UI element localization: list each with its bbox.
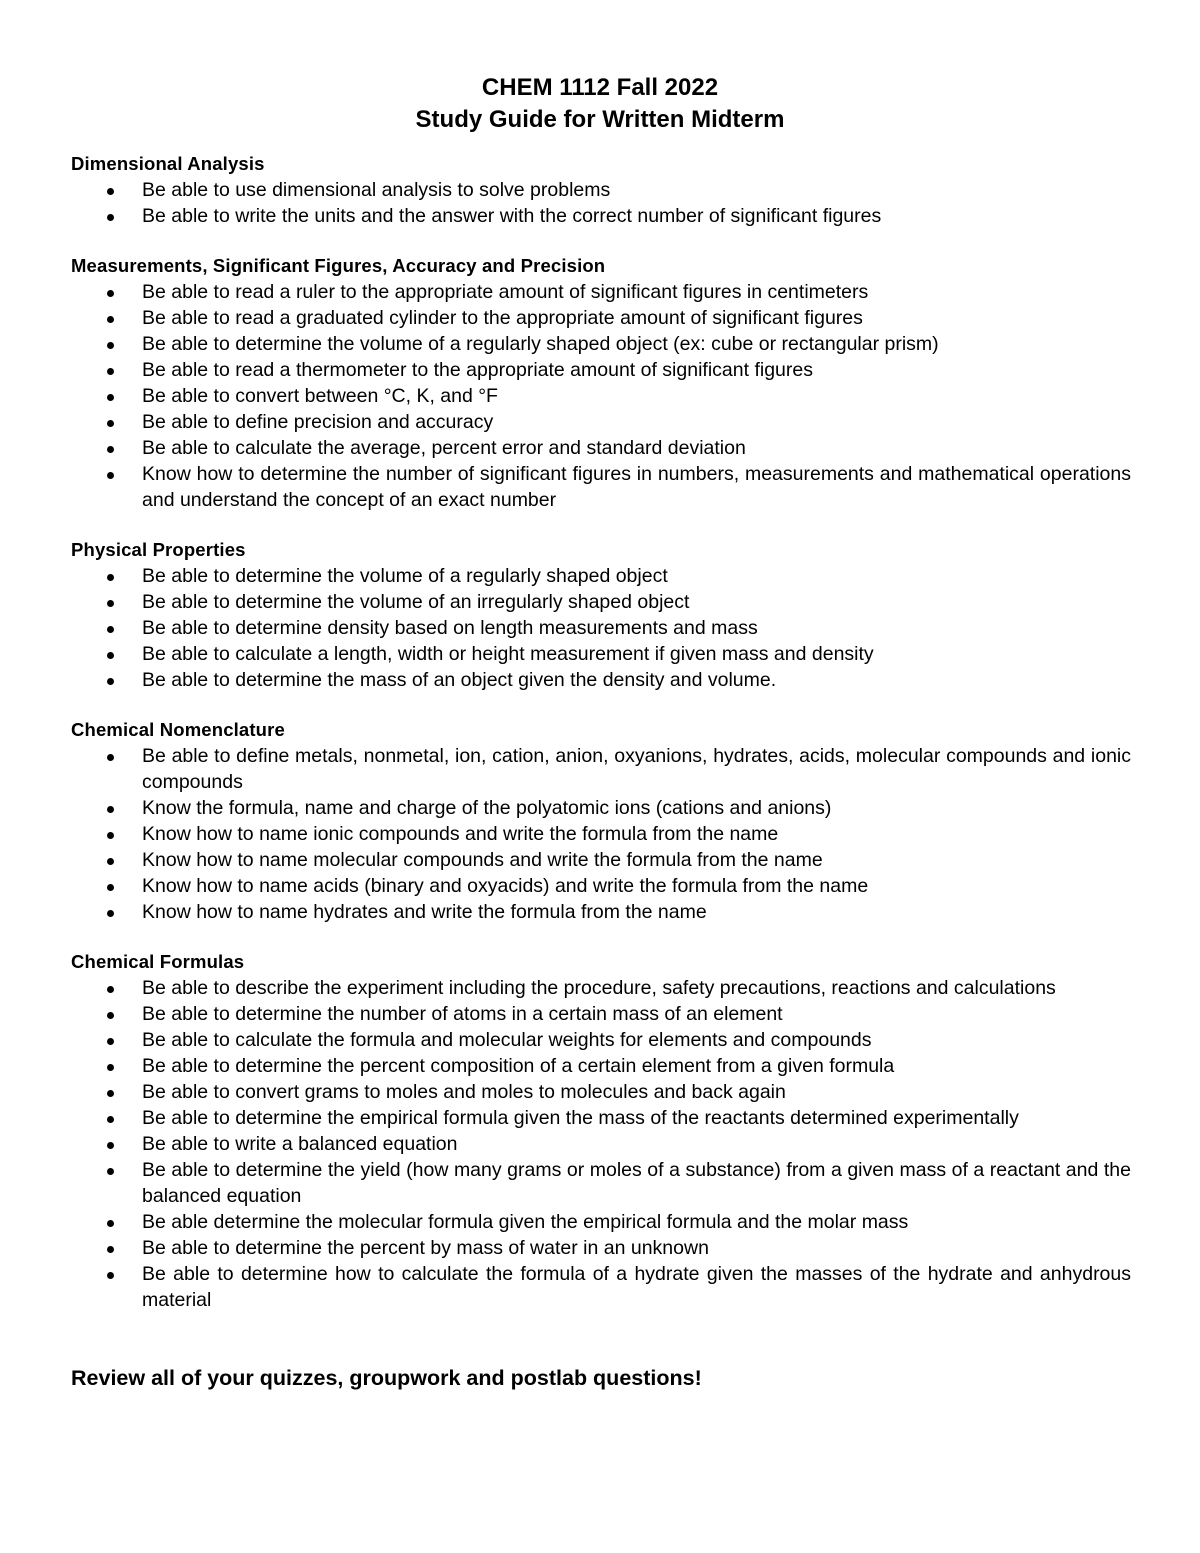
bullet-icon — [107, 1246, 114, 1253]
bullet-icon — [107, 1116, 114, 1123]
section-heading: Chemical Formulas — [71, 951, 245, 972]
list-item-text: Be able to determine the mass of an object given the density and volume. — [142, 669, 777, 691]
list-item — [71, 847, 1131, 873]
list-item — [71, 1131, 1131, 1157]
bullet-icon — [107, 600, 114, 607]
list-item — [71, 203, 1131, 229]
bullet-icon — [107, 472, 114, 479]
list-item — [71, 743, 1131, 795]
list-item-text: Be able to calculate a length, width or height measurement if given mass and density — [142, 643, 874, 665]
list-item-text: Be able to calculate the formula and molecular weights for elements and compounds — [142, 1029, 872, 1051]
list-item — [71, 305, 1131, 331]
bullet-icon — [107, 1064, 114, 1071]
document-subtitle: Study Guide for Written Midterm — [415, 106, 785, 133]
bullet-icon — [107, 1168, 114, 1175]
list-item-text: Be able to determine the empirical formula given the mass of the reactants determined experimentally — [142, 1107, 1019, 1129]
list-item-text: Be able determine the molecular formula given the empirical formula and the molar mass — [142, 1211, 909, 1233]
list-item — [71, 1027, 1131, 1053]
list-item-text: Be able to determine the number of atoms in a certain mass of an element — [142, 1003, 783, 1025]
list-item — [71, 899, 1131, 925]
list-item-text: Be able to determine the volume of a regularly shaped object — [142, 565, 668, 587]
bullet-icon — [107, 1272, 114, 1279]
bullet-icon — [107, 1142, 114, 1149]
list-item — [71, 1261, 1131, 1313]
bullet-icon — [107, 986, 114, 993]
bullet-icon — [107, 754, 114, 761]
bullet-list — [71, 743, 1131, 925]
list-item-text: Be able to define precision and accuracy — [142, 411, 494, 433]
review-reminder: Review all of your quizzes, groupwork and postlab questions! — [71, 1366, 702, 1390]
bullet-icon — [107, 394, 114, 401]
list-item — [71, 1105, 1131, 1131]
list-item — [71, 821, 1131, 847]
list-item-text: Know how to name molecular compounds and write the formula from the name — [142, 849, 823, 871]
bullet-icon — [107, 832, 114, 839]
list-item — [71, 975, 1131, 1001]
bullet-list — [71, 279, 1131, 513]
bullet-icon — [107, 316, 114, 323]
section — [71, 717, 1131, 925]
bullet-icon — [107, 678, 114, 685]
list-item-text: Be able to calculate the average, percent error and standard deviation — [142, 437, 746, 459]
list-item-text: Know how to name ionic compounds and write the formula from the name — [142, 823, 779, 845]
bullet-icon — [107, 1220, 114, 1227]
list-item-text: Be able to determine the volume of an irregularly shaped object — [142, 591, 690, 613]
list-item — [71, 1001, 1131, 1027]
bullet-icon — [107, 884, 114, 891]
list-item-text: Be able to determine how to calculate the formula of a hydrate given the masses of the hydrate and anhydrous material — [142, 1263, 1131, 1311]
list-item-text: Be able to determine the percent by mass of water in an unknown — [142, 1237, 709, 1259]
study-guide-content — [71, 151, 1131, 1337]
list-item-text: Be able to read a graduated cylinder to the appropriate amount of significant figures — [142, 307, 863, 329]
bullet-icon — [107, 446, 114, 453]
list-item-text: Be able to define metals, nonmetal, ion, cation, anion, oxyanions, hydrates, acids, molecular compounds and ionic compounds — [142, 745, 1131, 793]
bullet-icon — [107, 1038, 114, 1045]
list-item-text: Know how to name hydrates and write the formula from the name — [142, 901, 707, 923]
list-item-text: Be able to determine the percent composition of a certain element from a given formula — [142, 1055, 895, 1077]
bullet-list — [71, 177, 1131, 229]
list-item — [71, 589, 1131, 615]
list-item — [71, 641, 1131, 667]
bullet-icon — [107, 290, 114, 297]
document-title: CHEM 1112 Fall 2022 — [481, 74, 719, 101]
section — [71, 949, 1131, 1313]
bullet-icon — [107, 188, 114, 195]
bullet-icon — [107, 626, 114, 633]
document-title-block — [0, 72, 1200, 136]
list-item-text: Be able to determine the yield (how many grams or moles of a substance) from a given mass of a reactant and the balanced equation — [142, 1159, 1131, 1207]
list-item — [71, 331, 1131, 357]
list-item — [71, 1079, 1131, 1105]
bullet-icon — [107, 910, 114, 917]
list-item-text: Be able to convert grams to moles and moles to molecules and back again — [142, 1081, 786, 1103]
list-item-text: Know the formula, name and charge of the polyatomic ions (cations and anions) — [142, 797, 832, 819]
section — [71, 253, 1131, 513]
list-item — [71, 409, 1131, 435]
list-item — [71, 873, 1131, 899]
bullet-list — [71, 975, 1131, 1313]
list-item — [71, 357, 1131, 383]
bullet-icon — [107, 1012, 114, 1019]
list-item — [71, 177, 1131, 203]
list-item-text: Be able to describe the experiment including the procedure, safety precautions, reactions and calculations — [142, 977, 1056, 999]
list-item — [71, 1235, 1131, 1261]
section-heading: Physical Properties — [71, 539, 246, 560]
section — [71, 151, 1131, 229]
list-item — [71, 461, 1131, 513]
list-item-text: Be able to read a thermometer to the appropriate amount of significant figures — [142, 359, 813, 381]
list-item — [71, 279, 1131, 305]
bullet-icon — [107, 214, 114, 221]
list-item — [71, 383, 1131, 409]
section — [71, 537, 1131, 693]
bullet-icon — [107, 806, 114, 813]
list-item-text: Be able to write the units and the answer with the correct number of significant figures — [142, 205, 882, 227]
list-item-text: Be able to use dimensional analysis to solve problems — [142, 179, 611, 201]
bullet-list — [71, 563, 1131, 693]
list-item — [71, 563, 1131, 589]
list-item-text: Know how to name acids (binary and oxyacids) and write the formula from the name — [142, 875, 869, 897]
section-heading: Measurements, Significant Figures, Accuracy and Precision — [71, 255, 606, 276]
list-item — [71, 1157, 1131, 1209]
list-item — [71, 1209, 1131, 1235]
list-item-text: Be able to determine density based on length measurements and mass — [142, 617, 758, 639]
section-heading: Dimensional Analysis — [71, 153, 265, 174]
list-item-text: Be able to write a balanced equation — [142, 1133, 458, 1155]
list-item — [71, 435, 1131, 461]
list-item-text: Be able to determine the volume of a regularly shaped object (ex: cube or rectangular prism) — [142, 333, 939, 355]
bullet-icon — [107, 368, 114, 375]
bullet-icon — [107, 1090, 114, 1097]
list-item — [71, 1053, 1131, 1079]
section-heading: Chemical Nomenclature — [71, 719, 285, 740]
bullet-icon — [107, 342, 114, 349]
bullet-icon — [107, 574, 114, 581]
bullet-icon — [107, 420, 114, 427]
bullet-icon — [107, 652, 114, 659]
list-item — [71, 667, 1131, 693]
list-item-text: Be able to read a ruler to the appropriate amount of significant figures in centimeters — [142, 281, 869, 303]
bullet-icon — [107, 858, 114, 865]
list-item — [71, 615, 1131, 641]
list-item-text: Know how to determine the number of significant figures in numbers, measurements and mathematical operations and understand the concept of an exact number — [142, 463, 1131, 511]
list-item-text: Be able to convert between °C, K, and °F — [142, 385, 498, 407]
list-item — [71, 795, 1131, 821]
